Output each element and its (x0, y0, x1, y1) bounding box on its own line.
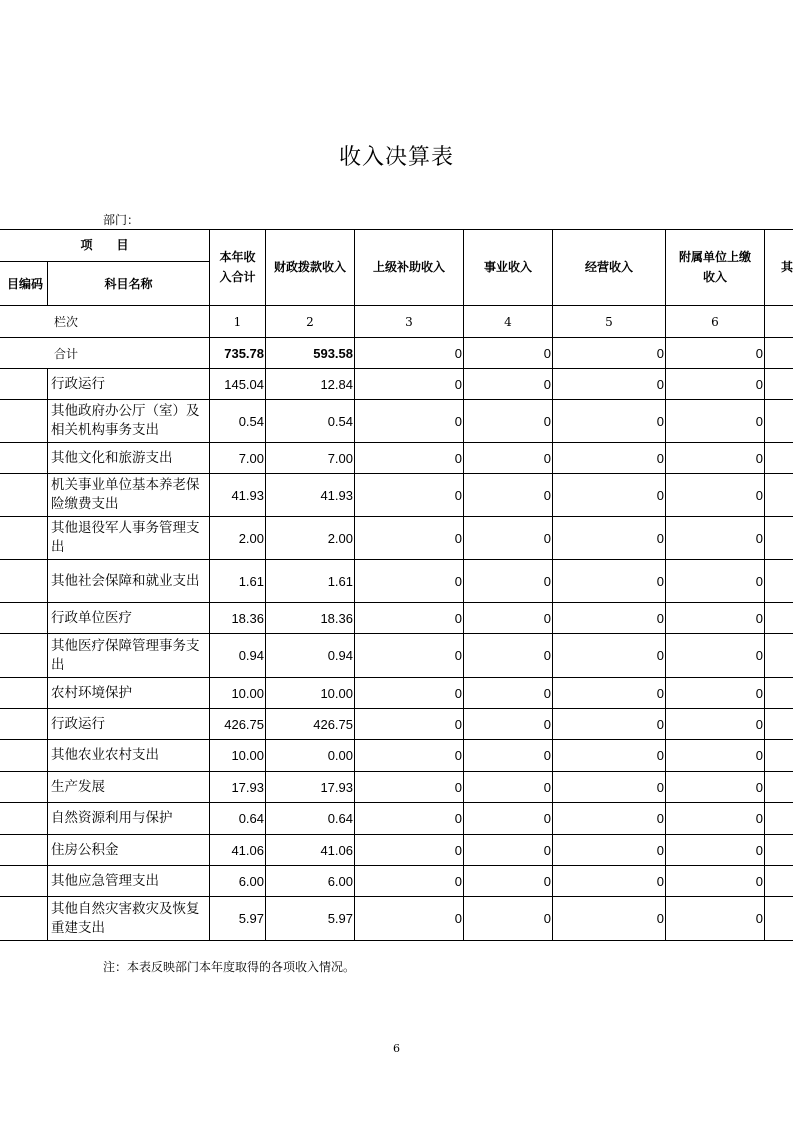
row-empty-cell (765, 400, 793, 443)
row-value: 0 (464, 866, 553, 897)
row-empty-cell (765, 603, 793, 634)
header-col3: 上级补助收入 (355, 229, 464, 306)
income-table (0, 229, 793, 945)
row-empty-cell (765, 517, 793, 560)
row-value: 0 (666, 474, 765, 517)
row-subject-name: 机关事业单位基本养老保险缴费支出 (48, 474, 210, 517)
row-value: 5.97 (266, 897, 355, 941)
row-value: 0 (464, 474, 553, 517)
row-value: 41.93 (210, 474, 266, 517)
row-value: 10.00 (210, 740, 266, 772)
header-col1: 本年收入合计 (210, 229, 266, 306)
row-subject-name: 生产发展 (48, 772, 210, 803)
row-empty-cell (0, 709, 48, 740)
row-value: 0 (666, 803, 765, 835)
row-value: 0 (464, 400, 553, 443)
row-value: 0 (553, 634, 666, 678)
row-value: 0 (666, 443, 765, 474)
row-value: 0 (666, 772, 765, 803)
header-name: 科目名称 (48, 262, 210, 306)
department-label: 部门： (103, 213, 140, 227)
column-number: 1 (210, 306, 266, 338)
total-label: 合计 (0, 338, 210, 369)
row-empty-cell (765, 474, 793, 517)
row-empty-cell (0, 740, 48, 772)
row-empty-cell (765, 709, 793, 740)
row-value: 0 (464, 803, 553, 835)
column-number: 3 (355, 306, 464, 338)
row-value: 0 (355, 678, 464, 709)
row-value: 12.84 (266, 369, 355, 400)
row-empty-cell (0, 803, 48, 835)
row-subject-name: 自然资源利用与保护 (48, 803, 210, 835)
column-number: 5 (553, 306, 666, 338)
row-value: 0 (355, 474, 464, 517)
row-value: 0 (553, 443, 666, 474)
table-note: 注：本表反映部门本年度取得的各项收入情况。 (103, 960, 356, 974)
row-value: 0 (553, 897, 666, 941)
row-value: 2.00 (266, 517, 355, 560)
row-value: 0 (553, 400, 666, 443)
row-subject-name: 其他医疗保障管理事务支出 (48, 634, 210, 678)
header-code: 目编码 (0, 262, 48, 306)
row-value: 18.36 (210, 603, 266, 634)
row-value: 0 (553, 709, 666, 740)
row-value: 0 (464, 835, 553, 866)
row-value: 6.00 (266, 866, 355, 897)
row-value: 17.93 (266, 772, 355, 803)
row-empty-cell (0, 634, 48, 678)
total-value: 735.78 (210, 338, 266, 369)
header-col5: 经营收入 (553, 229, 666, 306)
row-empty-cell (0, 517, 48, 560)
row-value: 0 (355, 443, 464, 474)
row-value: 0.94 (266, 634, 355, 678)
row-value: 10.00 (266, 678, 355, 709)
row-value: 7.00 (266, 443, 355, 474)
row-empty-cell (765, 835, 793, 866)
row-value: 0 (666, 517, 765, 560)
row-value: 0 (355, 634, 464, 678)
row-value: 0.94 (210, 634, 266, 678)
row-value: 0 (553, 835, 666, 866)
row-value: 0 (666, 400, 765, 443)
row-value: 18.36 (266, 603, 355, 634)
row-value: 0 (355, 897, 464, 941)
row-value: 0.54 (266, 400, 355, 443)
row-empty-cell (765, 634, 793, 678)
row-value: 6.00 (210, 866, 266, 897)
row-subject-name: 其他社会保障和就业支出 (48, 560, 210, 603)
row-subject-name: 其他农业农村支出 (48, 740, 210, 772)
row-empty-cell (0, 678, 48, 709)
page-number: 6 (393, 1042, 400, 1055)
row-subject-name: 其他政府办公厅（室）及相关机构事务支出 (48, 400, 210, 443)
total-empty (765, 338, 793, 369)
row-subject-name: 农村环境保护 (48, 678, 210, 709)
row-empty-cell (0, 835, 48, 866)
row-value: 0.00 (266, 740, 355, 772)
column-number-empty (765, 306, 793, 338)
row-value: 0 (553, 517, 666, 560)
row-value: 5.97 (210, 897, 266, 941)
row-value: 0 (464, 369, 553, 400)
row-value: 0 (464, 678, 553, 709)
row-value: 0 (666, 897, 765, 941)
row-value: 0 (464, 634, 553, 678)
row-empty-cell (0, 866, 48, 897)
row-value: 10.00 (210, 678, 266, 709)
header-col7: 其 (765, 229, 793, 306)
header-xiangmu: 项 目 (0, 229, 210, 262)
row-value: 0 (355, 709, 464, 740)
row-value: 0 (464, 709, 553, 740)
total-value: 0 (355, 338, 464, 369)
row-empty-cell (765, 443, 793, 474)
row-value: 0 (553, 678, 666, 709)
row-empty-cell (765, 678, 793, 709)
row-value: 1.61 (266, 560, 355, 603)
row-empty-cell (765, 803, 793, 835)
row-subject-name: 其他退役军人事务管理支出 (48, 517, 210, 560)
row-value: 0 (666, 678, 765, 709)
row-value: 0 (553, 474, 666, 517)
row-subject-name: 行政运行 (48, 369, 210, 400)
row-value: 0 (553, 772, 666, 803)
row-value: 0.54 (210, 400, 266, 443)
row-subject-name: 其他应急管理支出 (48, 866, 210, 897)
header-col4: 事业收入 (464, 229, 553, 306)
row-value: 0 (355, 835, 464, 866)
row-empty-cell (0, 443, 48, 474)
row-value: 0 (666, 740, 765, 772)
header-col6: 附属单位上缴收入 (666, 229, 765, 306)
row-subject-name: 住房公积金 (48, 835, 210, 866)
row-value: 2.00 (210, 517, 266, 560)
row-value: 426.75 (210, 709, 266, 740)
row-value: 0 (666, 369, 765, 400)
row-subject-name: 其他文化和旅游支出 (48, 443, 210, 474)
row-value: 0 (553, 740, 666, 772)
header-col2: 财政拨款收入 (266, 229, 355, 306)
row-empty-cell (0, 474, 48, 517)
row-empty-cell (0, 400, 48, 443)
row-value: 41.06 (210, 835, 266, 866)
row-value: 0 (355, 740, 464, 772)
row-value: 0 (464, 517, 553, 560)
row-empty-cell (765, 740, 793, 772)
row-value: 0 (553, 369, 666, 400)
row-value: 17.93 (210, 772, 266, 803)
row-value: 426.75 (266, 709, 355, 740)
row-value: 0 (666, 709, 765, 740)
row-label-columns: 栏次 (0, 306, 210, 338)
total-value: 593.58 (266, 338, 355, 369)
row-empty-cell (765, 369, 793, 400)
row-subject-name: 行政运行 (48, 709, 210, 740)
row-value: 0 (464, 740, 553, 772)
row-value: 7.00 (210, 443, 266, 474)
row-value: 0 (355, 369, 464, 400)
page-title: 收入决算表 (338, 145, 454, 170)
row-value: 0 (464, 772, 553, 803)
row-value: 0 (355, 400, 464, 443)
row-value: 0 (553, 866, 666, 897)
row-subject-name: 行政单位医疗 (48, 603, 210, 634)
row-value: 0 (464, 443, 553, 474)
column-number: 2 (266, 306, 355, 338)
row-value: 0 (666, 603, 765, 634)
row-subject-name: 其他自然灾害救灾及恢复重建支出 (48, 897, 210, 941)
row-empty-cell (0, 369, 48, 400)
row-empty-cell (765, 866, 793, 897)
row-value: 41.06 (266, 835, 355, 866)
row-value: 0 (553, 803, 666, 835)
row-value: 0 (666, 560, 765, 603)
row-empty-cell (0, 772, 48, 803)
row-value: 0 (553, 603, 666, 634)
row-value: 0 (464, 897, 553, 941)
row-value: 145.04 (210, 369, 266, 400)
row-value: 0 (464, 560, 553, 603)
column-number: 4 (464, 306, 553, 338)
row-value: 0 (355, 866, 464, 897)
row-empty-cell (0, 897, 48, 941)
row-empty-cell (765, 897, 793, 941)
row-value: 0 (355, 803, 464, 835)
row-value: 0 (355, 517, 464, 560)
row-value: 0 (355, 603, 464, 634)
row-value: 0 (464, 603, 553, 634)
row-value: 0 (666, 634, 765, 678)
row-empty-cell (765, 560, 793, 603)
row-value: 0.64 (210, 803, 266, 835)
row-empty-cell (765, 772, 793, 803)
row-value: 0 (666, 835, 765, 866)
total-value: 0 (553, 338, 666, 369)
row-empty-cell (0, 603, 48, 634)
row-value: 41.93 (266, 474, 355, 517)
row-value: 0 (553, 560, 666, 603)
row-empty-cell (0, 560, 48, 603)
total-value: 0 (464, 338, 553, 369)
row-value: 0.64 (266, 803, 355, 835)
row-value: 0 (355, 560, 464, 603)
row-value: 0 (666, 866, 765, 897)
row-value: 1.61 (210, 560, 266, 603)
column-number: 6 (666, 306, 765, 338)
total-value: 0 (666, 338, 765, 369)
row-value: 0 (355, 772, 464, 803)
